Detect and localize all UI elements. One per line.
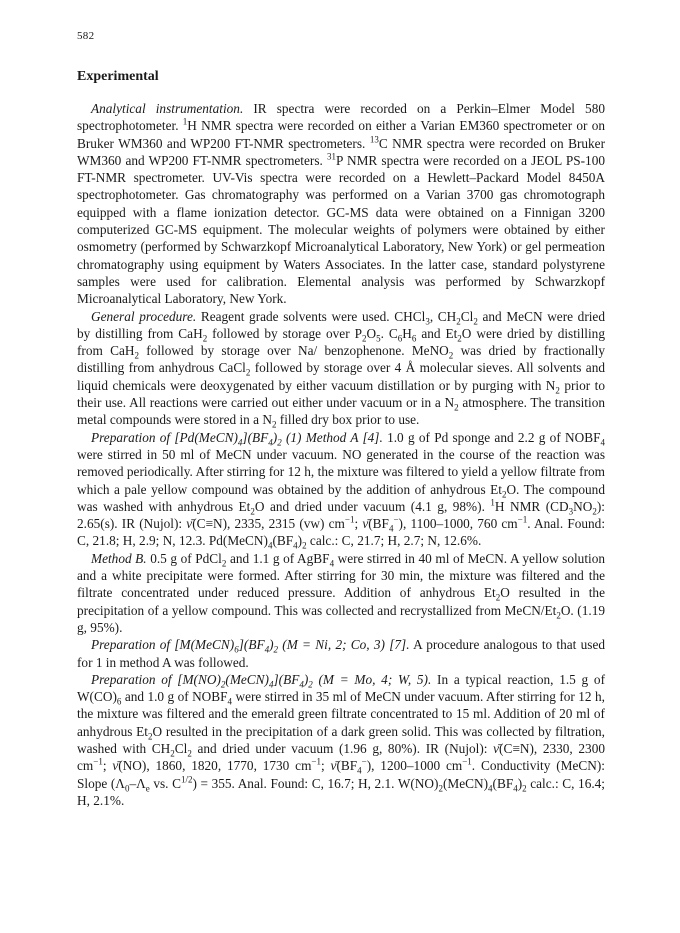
paragraph <box>77 636 605 671</box>
paragraph-lead: Preparation of $[M(NO)_2(MeCN)_4](BF_4)_2$ (M = Mo, 4; W, 5). <box>91 671 432 690</box>
paragraph <box>77 429 605 550</box>
section-heading: Experimental <box>77 69 159 84</box>
paragraph <box>77 671 605 809</box>
paragraph-text: In a typical reaction, 1.5 g of $W(CO)_6$ and 1.0 g of $NOBF_4$ were stirred in 35 ml of MeCN under vacuum. After stirring for 12 h, the mixture was filtered and the emerald green filtrate concentrated to 15 ml. Addition of 20 ml of anhydrous $Et_2O$ resulted in the precipitation of a dark green solid. This was collected by filtration, washed with $CH_2Cl_2$ and dried under vacuum (1.96 g, 80%). IR (Nujol): ν̄(C≡N), 2330, 2300 $cm^{-1}$; ν̄(NO), 1860, 1820, 1770, 1730 $cm^{-1}$; $\nū(BF_4^-)$, 1200–1000 $cm^{-1}$. Conductivity (MeCN): Slope ($\Lambda_0-\Lambda_e$ vs. $C^{1/2}) = 355$. Anal. Found: C, 16.7; H, 2.1. $W(NO)_2(MeCN)_4(BF_4)_2$ calc.: C, 16.4; H, 2.1%. <box>77 671 606 808</box>
paragraph-text: 1.0 g of Pd sponge and 2.2 g of $NOBF_4$ were stirred in 50 ml of MeCN under vacuum. NO generated in the course of the reaction was removed periodically. After stirring for 12 h, the mixture was filtered to yield a yellow filtrate from which a pale yellow compound was obtained by the addition of anhydrous $Et_2O$. The compound was washed with anhydrous $Et_2O$ and dried under vacuum (4.1 g, 98%). $^1$H NMR $(CD_3NO_2)$: 2.65(s). IR (Nujol): ν̄(C≡N), 2335, 2315 (vw) $cm^{-1}$; $\nū(BF_4^-)$, 1100–1000, 760 $cm^{-1}$. Anal. Found: C, 21.8; H, 2.9; N, 12.3. $Pd(MeCN)_4(BF_4)_2$ calc.: C, 21.7; H, 2.7; N, 12.6%. <box>77 429 606 552</box>
paragraph <box>77 100 605 308</box>
paragraph-lead: Analytical instrumentation. <box>91 101 244 116</box>
paragraph-text: A procedure analogous to that used for 1 in method A was followed. <box>77 637 606 670</box>
paragraph-text: Reagent grade solvents were used. CHCl$_3$, $CH_2Cl_2$ and MeCN were dried by distilling from CaH$_2$ followed by storage over $P_2O_5$. $C_6H_6$ and $Et_2O$ were dried by distilling from CaH$_2$ followed by storage over Na/ benzophenone. MeNO$_2$ was dried by fractionally distilling from anhydrous CaCl$_2$ followed by storage over 4 Å molecular sieves. All solvents and liquid chemicals were deoxygenated by either vacuum distillation or by purging with $N_2$ prior to their use. All reactions were carried out either under vacuum or in a $N_2$ atmosphere. The transition metal compounds were stored in a $N_2$ filled dry box prior to use. <box>77 308 605 430</box>
page-number: 582 <box>77 30 95 42</box>
paragraph <box>77 550 605 636</box>
body-text <box>77 100 605 809</box>
paragraph-lead: Method B. <box>91 550 147 566</box>
paragraph-text: IR spectra were recorded on a Perkin–Elmer Model 580 spectrophotometer. $^1$H NMR spectra were recorded on either a Varian EM360 spectrometer or on Bruker WM360 and WP200 FT-NMR spectrometers. $^{13}$C NMR spectra were recorded on Bruker WM360 and WP200 FT-NMR spectrometers. $^{31}$P NMR spectra were recorded on a JEOL PS-100 FT-NMR spectrometer. UV-Vis spectra were recorded on a Hewlett–Packard Model 8450A spectrophotometer. Gas chromatography was performed on a Varian 3700 gas chromotograph equipped with a flame ionization detector. GC-MS data were obtained on a Finnigan 3200 computerized GC-MS equipment. The molecular weights of polymers were obtained by either osmometry (performed by Schwarzkopf Microanalytical Laboratory, New York) or gel permeation chromatography using equipment by Waters Associates. In the latter case, standard polystyrene samples were used for calibration. Elemental analysis was performed by Schwarzkopf Microanalytical Laboratory, New York. <box>77 101 606 307</box>
paragraph <box>77 308 605 429</box>
paragraph-lead: Preparation of $[Pd(MeCN)_4](BF_4)_2$ (1) Method A [4]. <box>91 429 383 448</box>
paragraph-lead: General procedure. <box>91 308 197 324</box>
paragraph-text: 0.5 g of PdCl$_2$ and 1.1 g of AgBF$_4$ were stirred in 40 ml of MeCN. A yellow solution and a white precipitate were formed. After stirring for 30 min, the mixture was filtered and the filtrate concentrated under reduced pressure. Addition of anhydrous $Et_2O$ resulted in the precipitation of a yellow compound. This was collected and recrystallized from MeCN/$Et_2O$. (1.19 g, 95%). <box>77 550 606 635</box>
paragraph-lead: Preparation of $[M(MeCN)_6](BF_4)_2$ (M = Ni, 2; Co, 3) [7]. <box>91 637 410 655</box>
